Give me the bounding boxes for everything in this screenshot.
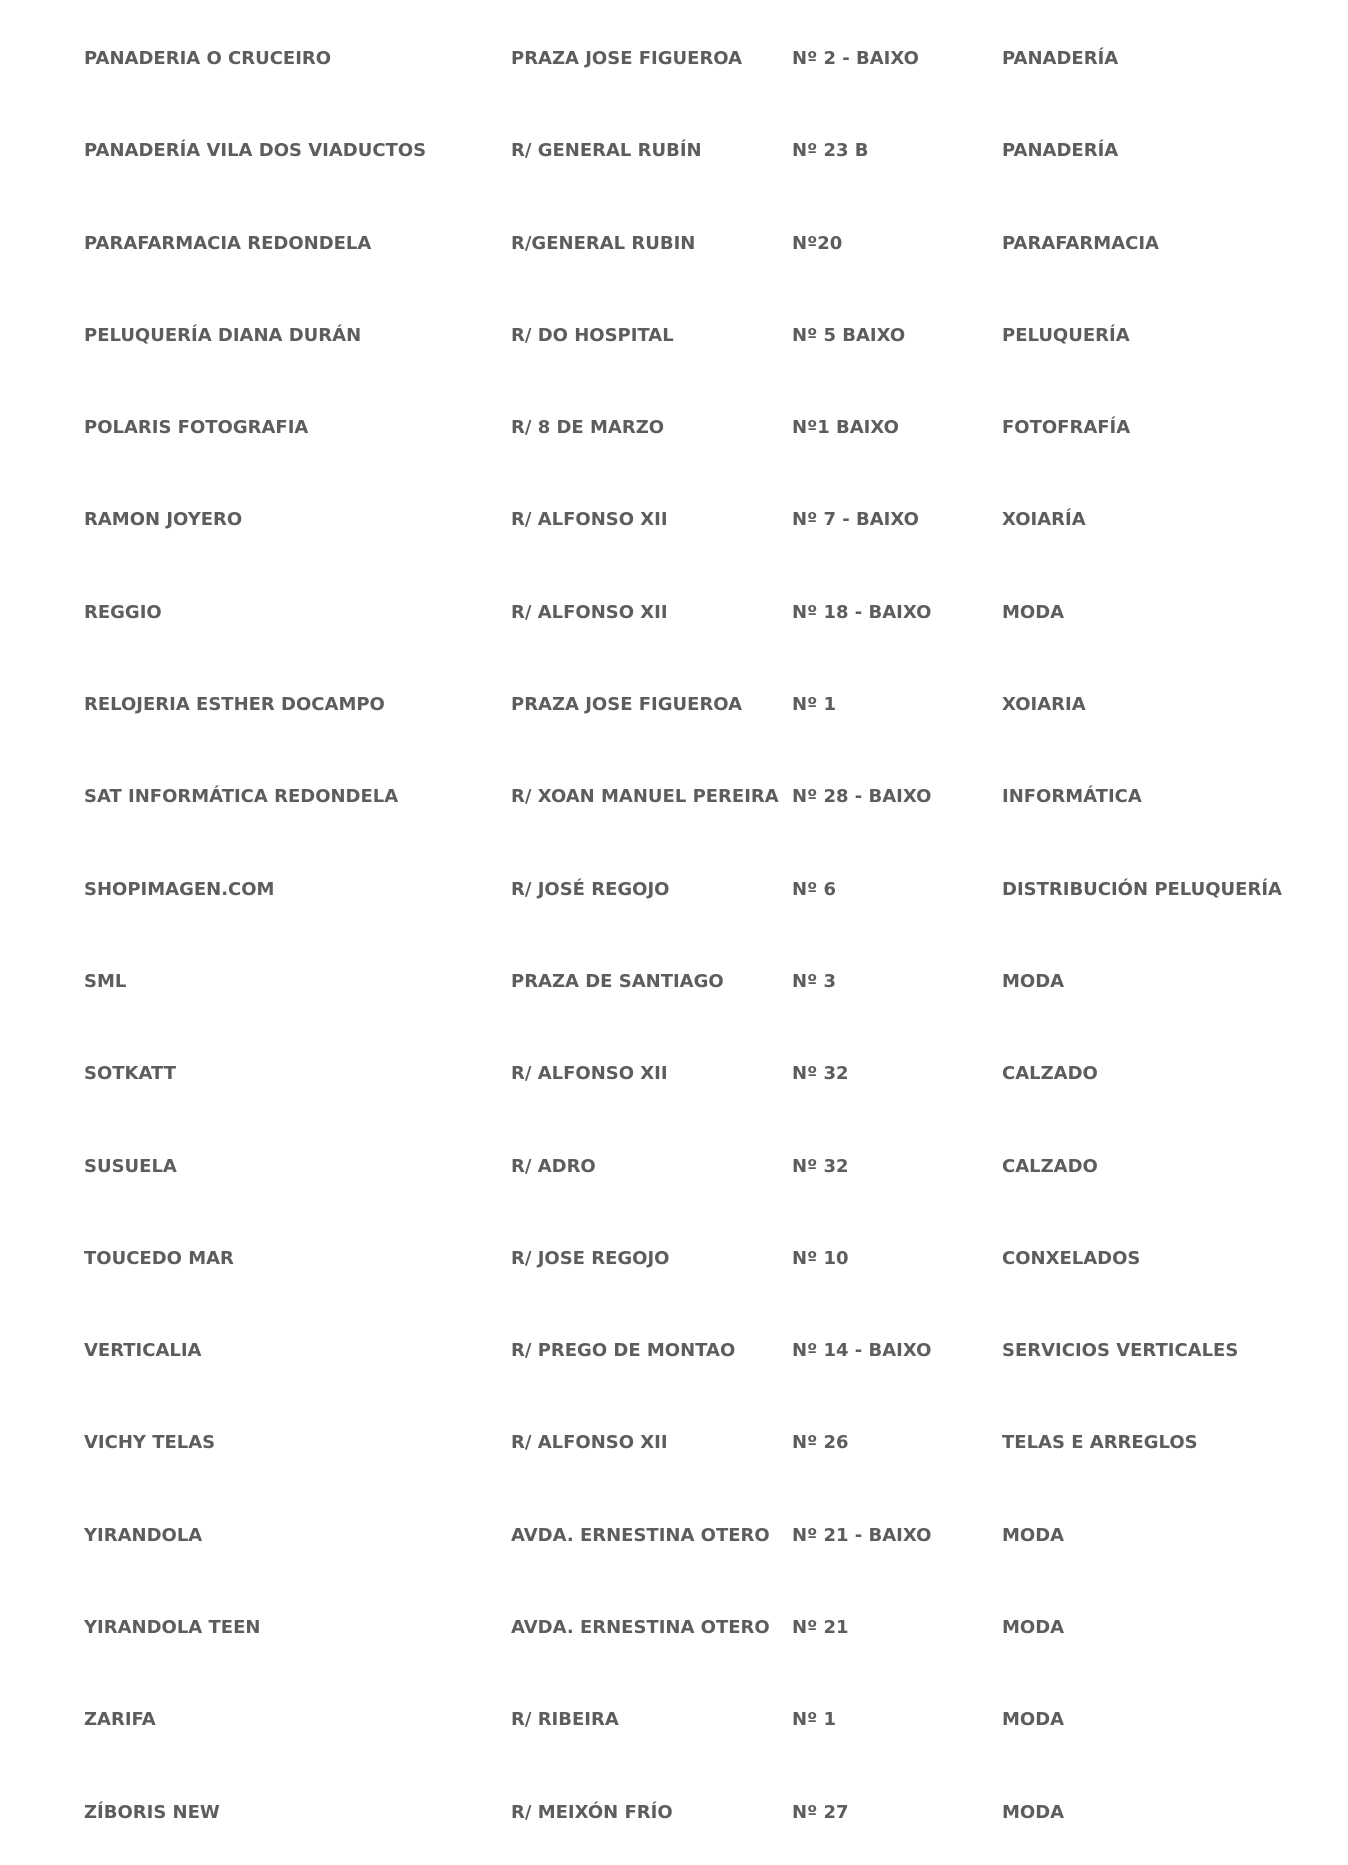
street-address: AVDA. ERNESTINA OTERO bbox=[511, 1524, 770, 1546]
street-address: R/ JOSÉ REGOJO bbox=[511, 878, 670, 900]
business-category: CALZADO bbox=[1002, 1063, 1098, 1085]
business-name: VICHY TELAS bbox=[84, 1432, 216, 1454]
business-category: MODA bbox=[1002, 601, 1065, 623]
street-address: PRAZA JOSE FIGUEROA bbox=[511, 694, 743, 716]
street-address: PRAZA JOSE FIGUEROA bbox=[511, 48, 743, 69]
business-category: MODA bbox=[1002, 1709, 1065, 1731]
business-name: PELUQUERÍA DIANA DURÁN bbox=[84, 324, 362, 346]
street-number: Nº 32 bbox=[792, 1155, 849, 1177]
street-number: Nº 1 bbox=[792, 694, 837, 716]
business-name: SHOPIMAGEN.COM bbox=[84, 878, 275, 900]
business-name: PARAFARMACIA REDONDELA bbox=[84, 232, 372, 254]
business-category: XOIARIA bbox=[1002, 694, 1086, 716]
table-row bbox=[0, 461, 1348, 553]
street-address: R/ MEIXÓN FRÍO bbox=[511, 1801, 673, 1823]
business-name: TOUCEDO MAR bbox=[84, 1247, 234, 1269]
table-row bbox=[0, 1292, 1348, 1384]
table-row bbox=[0, 1661, 1348, 1753]
table-row bbox=[0, 1108, 1348, 1200]
table-row bbox=[0, 185, 1348, 277]
street-address: R/ PREGO DE MONTAO bbox=[511, 1340, 736, 1362]
business-category: XOIARÍA bbox=[1002, 509, 1086, 531]
table-row bbox=[0, 923, 1348, 1015]
street-number: Nº 10 bbox=[792, 1247, 849, 1269]
street-number: Nº 6 bbox=[792, 878, 837, 900]
business-name: PANADERÍA VILA DOS VIADUCTOS bbox=[84, 140, 427, 162]
street-number: Nº 28 - BAIXO bbox=[792, 786, 932, 808]
street-number: Nº 26 bbox=[792, 1432, 849, 1454]
business-name: POLARIS FOTOGRAFIA bbox=[84, 417, 309, 439]
business-name: YIRANDOLA TEEN bbox=[84, 1617, 261, 1639]
street-number: Nº 7 - BAIXO bbox=[792, 509, 919, 531]
street-number: Nº 21 - BAIXO bbox=[792, 1524, 932, 1546]
table-row bbox=[0, 277, 1348, 369]
street-address: R/ RIBEIRA bbox=[511, 1709, 619, 1731]
street-address: R/ GENERAL RUBÍN bbox=[511, 140, 702, 162]
table-row bbox=[0, 92, 1348, 184]
business-name: REGGIO bbox=[84, 601, 162, 623]
business-category: SERVICIOS VERTICALES bbox=[1002, 1340, 1239, 1362]
business-category: PELUQUERÍA bbox=[1002, 324, 1130, 346]
business-category: MODA bbox=[1002, 970, 1065, 992]
business-category: TELAS E ARREGLOS bbox=[1002, 1432, 1198, 1454]
street-address: R/ 8 DE MARZO bbox=[511, 417, 665, 439]
street-address: R/ DO HOSPITAL bbox=[511, 324, 674, 346]
business-name: SML bbox=[84, 970, 127, 992]
business-name: RAMON JOYERO bbox=[84, 509, 243, 531]
business-name: ZARIFA bbox=[84, 1709, 156, 1731]
street-number: Nº 5 BAIXO bbox=[792, 324, 906, 346]
business-category: PANADERÍA bbox=[1002, 140, 1119, 162]
street-address: R/ JOSE REGOJO bbox=[511, 1247, 670, 1269]
business-name: ZÍBORIS NEW bbox=[84, 1801, 220, 1823]
street-address: R/ XOAN MANUEL PEREIRA bbox=[511, 786, 779, 808]
business-name: YIRANDOLA bbox=[84, 1524, 203, 1546]
street-address: R/ ALFONSO XII bbox=[511, 601, 668, 623]
street-address: R/ ALFONSO XII bbox=[511, 1432, 668, 1454]
business-category: DISTRIBUCIÓN PELUQUERÍA bbox=[1002, 878, 1282, 900]
business-category: CONXELADOS bbox=[1002, 1247, 1141, 1269]
street-address: R/ ALFONSO XII bbox=[511, 1063, 668, 1085]
street-address: R/ ALFONSO XII bbox=[511, 509, 668, 531]
street-number: Nº 1 bbox=[792, 1709, 837, 1731]
business-category: MODA bbox=[1002, 1801, 1065, 1823]
table-row bbox=[0, 831, 1348, 923]
business-category: INFORMÁTICA bbox=[1002, 786, 1142, 808]
street-address: AVDA. ERNESTINA OTERO bbox=[511, 1617, 770, 1639]
street-number: Nº 2 - BAIXO bbox=[792, 48, 919, 69]
street-address: PRAZA DE SANTIAGO bbox=[511, 970, 724, 992]
business-name: SAT INFORMÁTICA REDONDELA bbox=[84, 786, 399, 808]
table-row bbox=[0, 646, 1348, 738]
table-row bbox=[0, 554, 1348, 646]
business-category: PANADERÍA bbox=[1002, 48, 1119, 69]
business-category: FOTOFRAFÍA bbox=[1002, 417, 1131, 439]
street-number: Nº 14 - BAIXO bbox=[792, 1340, 932, 1362]
business-name: VERTICALIA bbox=[84, 1340, 202, 1362]
table-row bbox=[0, 1477, 1348, 1569]
table-row bbox=[0, 1200, 1348, 1292]
street-address: R/ ADRO bbox=[511, 1155, 596, 1177]
business-category: CALZADO bbox=[1002, 1155, 1098, 1177]
business-name: SOTKATT bbox=[84, 1063, 176, 1085]
table-row bbox=[0, 738, 1348, 830]
business-name: SUSUELA bbox=[84, 1155, 177, 1177]
business-name: PANADERIA O CRUCEIRO bbox=[84, 48, 332, 69]
business-category: MODA bbox=[1002, 1524, 1065, 1546]
street-number: Nº 21 bbox=[792, 1617, 849, 1639]
table-row bbox=[0, 1384, 1348, 1476]
table-row bbox=[0, 369, 1348, 461]
street-address: R/GENERAL RUBIN bbox=[511, 232, 696, 254]
street-number: Nº20 bbox=[792, 232, 843, 254]
table-row bbox=[0, 1015, 1348, 1107]
table-row bbox=[0, 1754, 1348, 1846]
street-number: Nº 23 B bbox=[792, 140, 869, 162]
table-row bbox=[0, 1569, 1348, 1661]
table-row bbox=[0, 0, 1348, 92]
business-category: MODA bbox=[1002, 1617, 1065, 1639]
business-name: RELOJERIA ESTHER DOCAMPO bbox=[84, 694, 385, 716]
street-number: Nº 18 - BAIXO bbox=[792, 601, 932, 623]
street-number: Nº 27 bbox=[792, 1801, 849, 1823]
street-number: Nº 3 bbox=[792, 970, 837, 992]
business-category: PARAFARMACIA bbox=[1002, 232, 1159, 254]
street-number: Nº 32 bbox=[792, 1063, 849, 1085]
street-number: Nº1 BAIXO bbox=[792, 417, 899, 439]
